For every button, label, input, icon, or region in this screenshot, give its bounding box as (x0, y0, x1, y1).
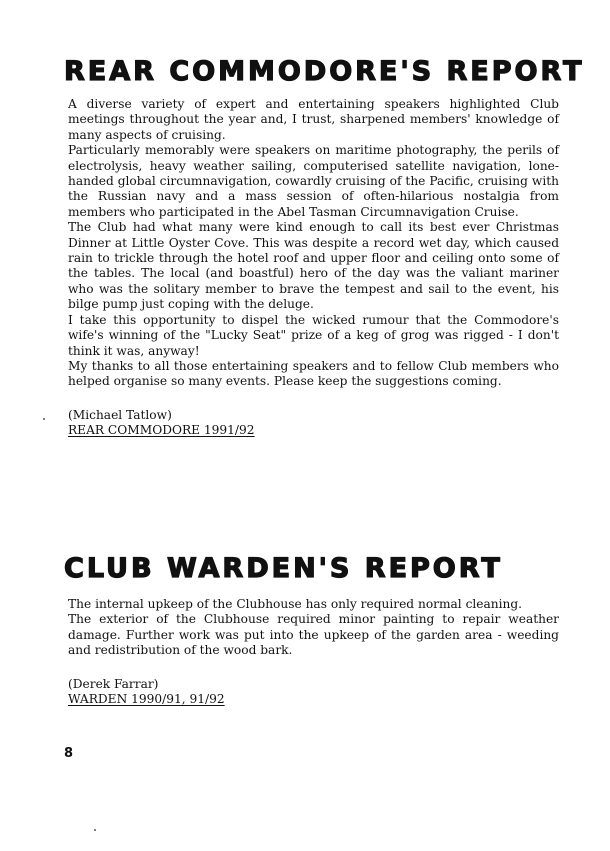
signature-name: (Derek Farrar) (68, 676, 159, 691)
report-paragraph: A diverse variety of expert and entertaining speakers highlighted Club meetings throughout the year and, I trust, sharpened members' knowledge of many aspects of cruising. (68, 97, 559, 142)
club-warden-report-heading: CLUB WARDEN'S REPORT (64, 553, 503, 584)
report-paragraph: The internal upkeep of the Clubhouse has only required normal cleaning. (68, 597, 523, 611)
scan-speck (43, 418, 45, 420)
report-paragraph: I take this opportunity to dispel the wicked rumour that the Commodore's wife's winning of the "Lucky Seat" prize of a keg of grog was rigged - I don't think it was, anyway! (68, 312, 559, 358)
signature-title: REAR COMMODORE 1991/92 (68, 423, 255, 438)
page-number: 8 (64, 746, 74, 761)
rear-commodore-report-heading: REAR COMMODORE'S REPORT (64, 56, 585, 87)
signature-title: WARDEN 1990/91, 91/92 (68, 692, 225, 707)
report-paragraph: The exterior of the Clubhouse required minor painting to repair weather damage. Further work was put into the upkeep of the garden area - weeding and redistribution of the wood bark. (68, 612, 559, 658)
club-warden-report-body (68, 597, 559, 707)
spacer (68, 659, 559, 677)
report-paragraph: My thanks to all those entertaining speakers and to fellow Club members who helped organise so many events. Please keep the suggestions coming. (68, 358, 559, 389)
scan-speck (94, 829, 96, 831)
spacer (68, 390, 559, 408)
rear-commodore-report-body (68, 97, 559, 439)
report-paragraph: Particularly memorably were speakers on maritime photography, the perils of electrolysis, heavy weather sailing, computerised satellite navigation, lone-handed global circumnavigation, cowardly cruising of the Pacific, cruising with the Russian navy and a mass session of often-hilarious nostalgia from members who participated in the Abel Tasman Circumnavigation Cruise. (68, 143, 559, 219)
report-paragraph: The Club had what many were kind enough to call its best ever Christmas Dinner at Little Oyster Cove. This was despite a record wet day, which caused rain to trickle through the hotel roof and upper floor and ceiling onto some of the tables. The local (and boastful) hero of the day was the valiant mariner who was the solitary member to brave the tempest and sail to the event, his bilge pump just coping with the deluge. (68, 220, 559, 312)
signature-name: (Michael Tatlow) (68, 407, 172, 422)
